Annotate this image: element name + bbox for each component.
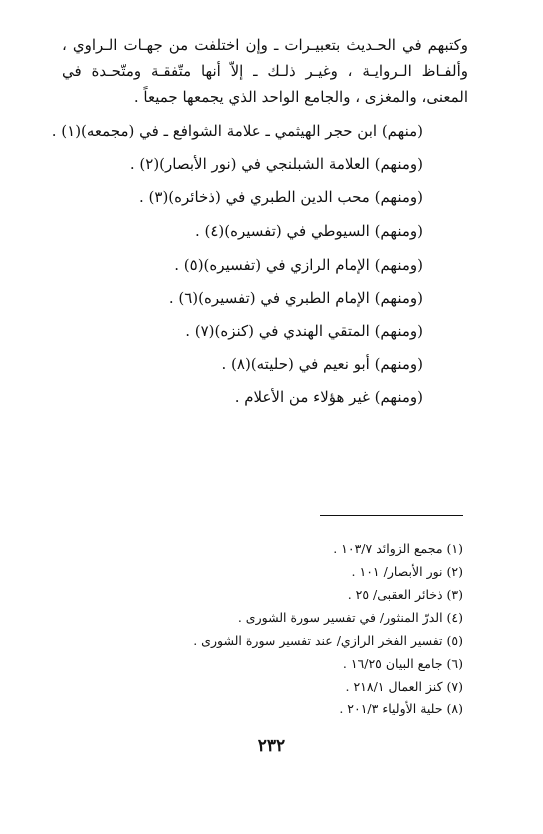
- footnote: (١) مجمع الزوائد ١٠٣/٧ .: [333, 541, 463, 556]
- narrator-list-item: (ومنهم) السيوطي في (تفسيره)(٤) .: [194, 222, 423, 240]
- narrator-list-item: (ومنهم) غير هؤلاء من الأعلام .: [234, 388, 423, 406]
- footnote: (٧) كنز العمال ٢١٨/١ .: [345, 679, 463, 694]
- narrator-list-item: (ومنهم) الإمام الرازي في (تفسيره)(٥) .: [174, 256, 423, 274]
- narrator-list-item: (منهم) ابن حجر الهيثمي ـ علامة الشوافع ـ في (مجمعه)(١) .: [51, 122, 423, 140]
- narrator-list-item: (ومنهم) المتقي الهندي في (كنزه)(٧) .: [185, 322, 423, 340]
- narrator-list-item: (ومنهم) محب الدين الطبري في (ذخائره)(٣) .: [139, 188, 423, 206]
- footnote: (٤) الدرّ المنثور/ في تفسير سورة الشورى .: [237, 610, 463, 625]
- footnote: (٥) تفسير الفخر الرازي/ عند تفسير سورة الشورى .: [193, 633, 463, 648]
- footnote: (٦) جامع البيان ١٦/٢٥ .: [342, 656, 463, 671]
- main-paragraph: وكتبهم في الحـديث بتعبيـرات ـ وإن اختلفت من جهـات الـراوي ، وألفـاظ الـروايـة ، وغيـر ذلـك ـ إلاّ أنها متّفقـة ومتّحـدة في المعنى، والمغزى ، والجامع الواحد الذي يجمعها جميعاً .: [62, 36, 468, 106]
- narrator-list-item: (ومنهم) الإمام الطبري في (تفسيره)(٦) .: [168, 289, 423, 307]
- footnote: (٨) حلية الأولياء ٢٠١/٣ .: [339, 701, 463, 716]
- footnote: (٣) ذخائر العقبى/ ٢٥ .: [347, 587, 463, 602]
- narrator-list-item: (ومنهم) أبو نعيم في (حليته)(٨) .: [221, 355, 423, 373]
- footnote: (٢) نور الأبصار/ ١٠١ .: [351, 564, 463, 579]
- narrator-list-item: (ومنهم) العلامة الشبلنجي في (نور الأبصار)(٢) .: [129, 155, 423, 173]
- footnote-separator: [320, 515, 463, 516]
- page-number: ٢٣٢: [257, 736, 286, 756]
